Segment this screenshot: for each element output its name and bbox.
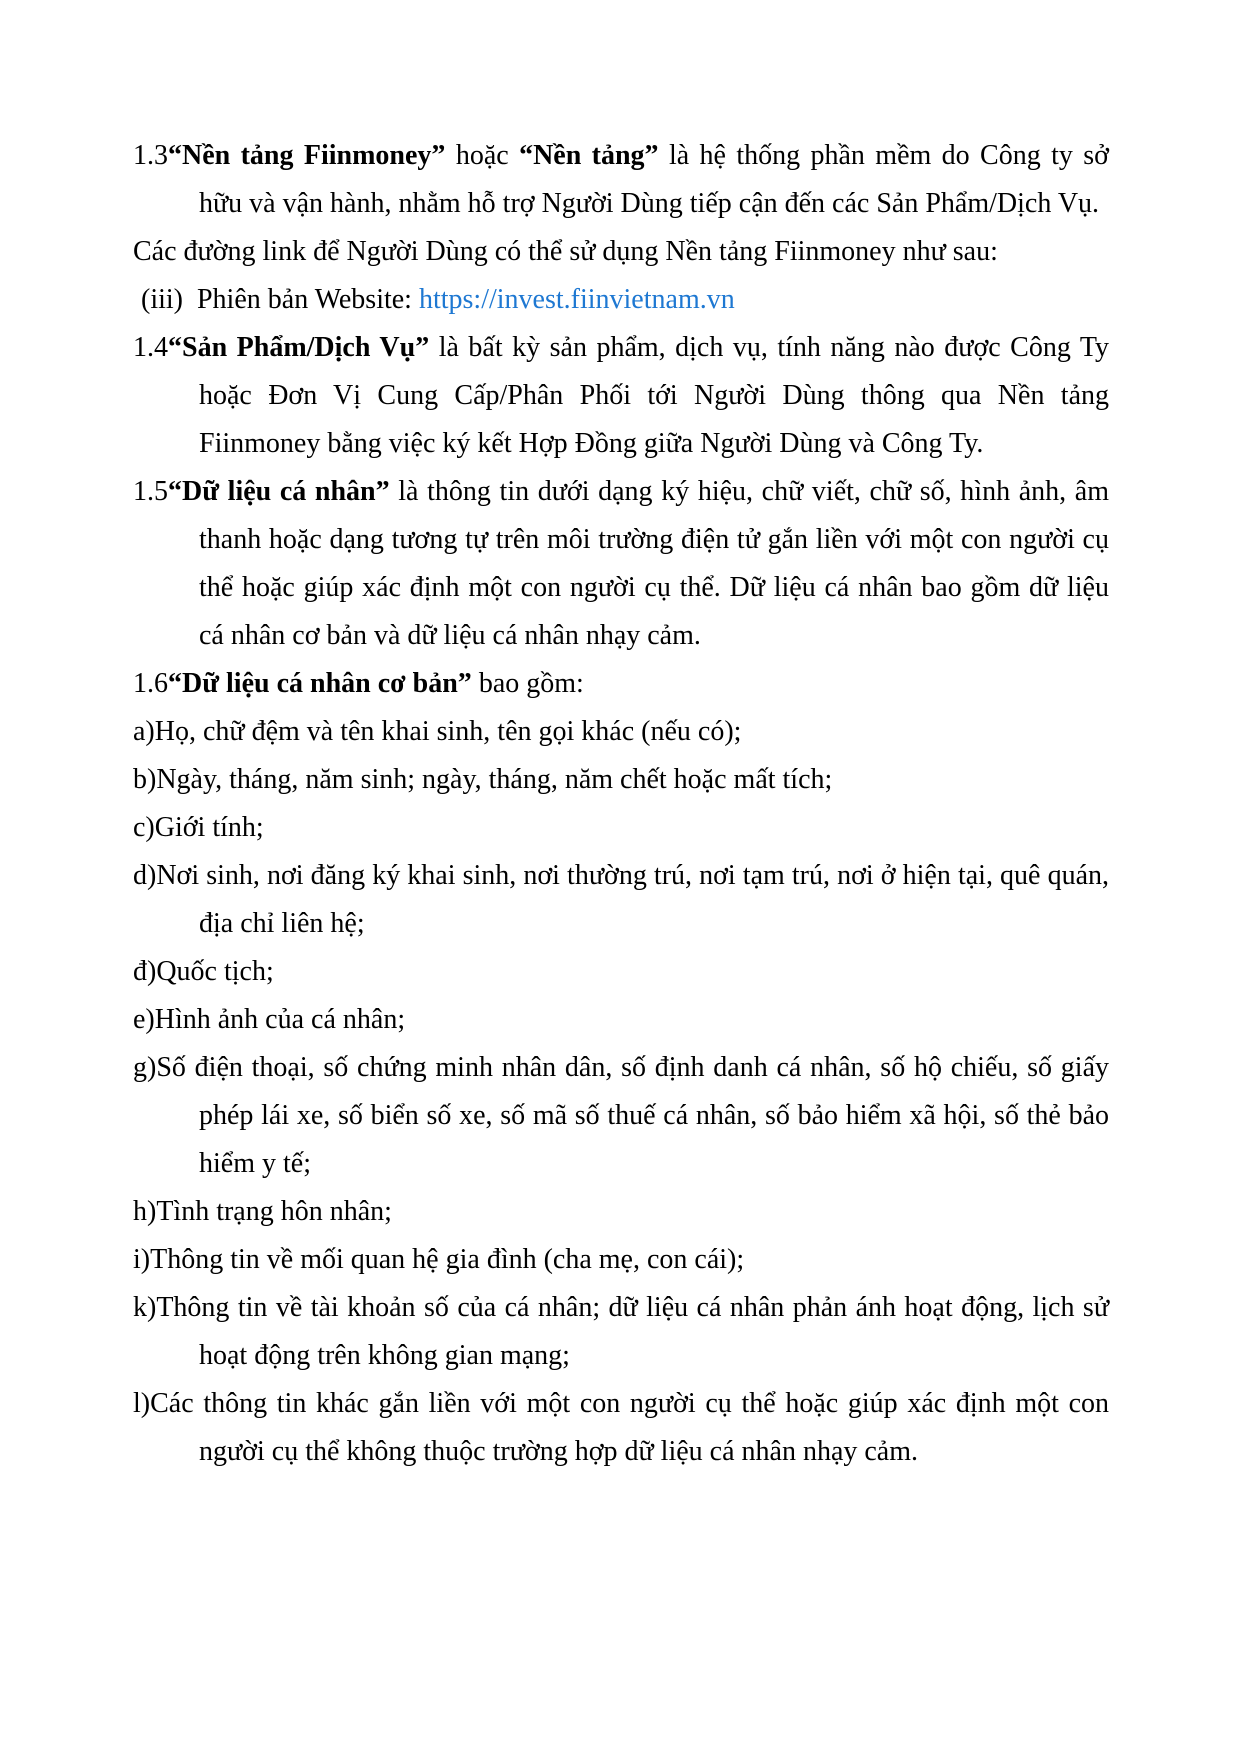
item-b xyxy=(133,756,1109,804)
text-run: b)Ngày, tháng, năm sinh; ngày, tháng, năm chết hoặc mất tích; xyxy=(133,764,833,795)
defined-term: “Dữ liệu cá nhân” xyxy=(168,476,390,507)
item-e xyxy=(133,996,1109,1044)
website-link[interactable]: https://invest.fiinvietnam.vn xyxy=(418,284,735,315)
document-body xyxy=(133,132,1109,1476)
text-run: đ)Quốc tịch; xyxy=(133,956,274,987)
text-run: 1.3 xyxy=(133,140,168,171)
text-run: là hệ thống phần mềm do Công ty sở hữu và vận hành, nhằm hỗ trợ Người Dùng tiếp cận đến các Sản Phẩm/Dịch Vụ. xyxy=(199,140,1109,219)
item-k xyxy=(133,1284,1109,1380)
clause-1-4 xyxy=(133,324,1109,468)
item-c xyxy=(133,804,1109,852)
defined-term: “Dữ liệu cá nhân cơ bản” xyxy=(168,668,472,699)
links-intro xyxy=(133,228,1109,276)
text-run: hoặc xyxy=(445,140,520,171)
item-h xyxy=(133,1188,1109,1236)
item-a xyxy=(133,708,1109,756)
text-run: bao gồm: xyxy=(471,668,584,699)
text-run: a)Họ, chữ đệm và tên khai sinh, tên gọi khác (nếu có); xyxy=(133,716,742,747)
clause-1-6 xyxy=(133,660,1109,708)
text-run: e)Hình ảnh của cá nhân; xyxy=(133,1004,406,1035)
defined-term: “Nền tảng Fiinmoney” xyxy=(168,140,446,171)
item-l xyxy=(133,1380,1109,1476)
text-run: 1.5 xyxy=(133,476,168,507)
text-run: g)Số điện thoại, số chứng minh nhân dân, số định danh cá nhân, số hộ chiếu, số giấy phép lái xe, số biển số xe, số mã số thuế cá nhân, số bảo hiểm xã hội, số thẻ bảo hiểm y tế; xyxy=(133,1052,1109,1179)
text-run: d)Nơi sinh, nơi đăng ký khai sinh, nơi thường trú, nơi tạm trú, nơi ở hiện tại, quê quán, địa chỉ liên hệ; xyxy=(133,860,1109,939)
text-run: Các đường link để Người Dùng có thể sử dụng Nền tảng Fiinmoney như sau: xyxy=(133,236,998,267)
text-run: 1.4 xyxy=(133,332,168,363)
text-run: là bất kỳ sản phẩm, dịch vụ, tính năng nào được Công Ty hoặc Đơn Vị Cung Cấp/Phân Phối tới Người Dùng thông qua Nền tảng Fiinmoney bằng việc ký kết Hợp Đồng giữa Người Dùng và Công Ty. xyxy=(199,332,1110,459)
defined-term: “Nền tảng” xyxy=(519,140,659,171)
text-run: c)Giới tính; xyxy=(133,812,264,843)
clause-1-3 xyxy=(133,132,1109,228)
text-run: l)Các thông tin khác gắn liền với một con người cụ thể hoặc giúp xác định một con người cụ thể không thuộc trường hợp dữ liệu cá nhân nhạy cảm. xyxy=(133,1388,1109,1467)
text-run: là thông tin dưới dạng ký hiệu, chữ viết, chữ số, hình ảnh, âm thanh hoặc dạng tương tự trên môi trường điện tử gắn liền với một con người cụ thể hoặc giúp xác định một con người cụ thể. Dữ liệu cá nhân bao gồm dữ liệu cá nhân cơ bản và dữ liệu cá nhân nhạy cảm. xyxy=(199,476,1109,651)
item-dd xyxy=(133,948,1109,996)
text-run: k)Thông tin về tài khoản số của cá nhân; dữ liệu cá nhân phản ánh hoạt động, lịch sử hoạt động trên không gian mạng; xyxy=(133,1292,1109,1371)
text-run: i)Thông tin về mối quan hệ gia đình (cha mẹ, con cái); xyxy=(133,1244,745,1275)
text-run: (iii) Phiên bản Website: xyxy=(141,284,419,315)
clause-1-5 xyxy=(133,468,1109,660)
item-i xyxy=(133,1236,1109,1284)
link-item-iii xyxy=(133,276,1109,324)
item-g xyxy=(133,1044,1109,1188)
item-d xyxy=(133,852,1109,948)
text-run: h)Tình trạng hôn nhân; xyxy=(133,1196,392,1227)
text-run: 1.6 xyxy=(133,668,168,699)
defined-term: “Sản Phẩm/Dịch Vụ” xyxy=(168,332,430,363)
